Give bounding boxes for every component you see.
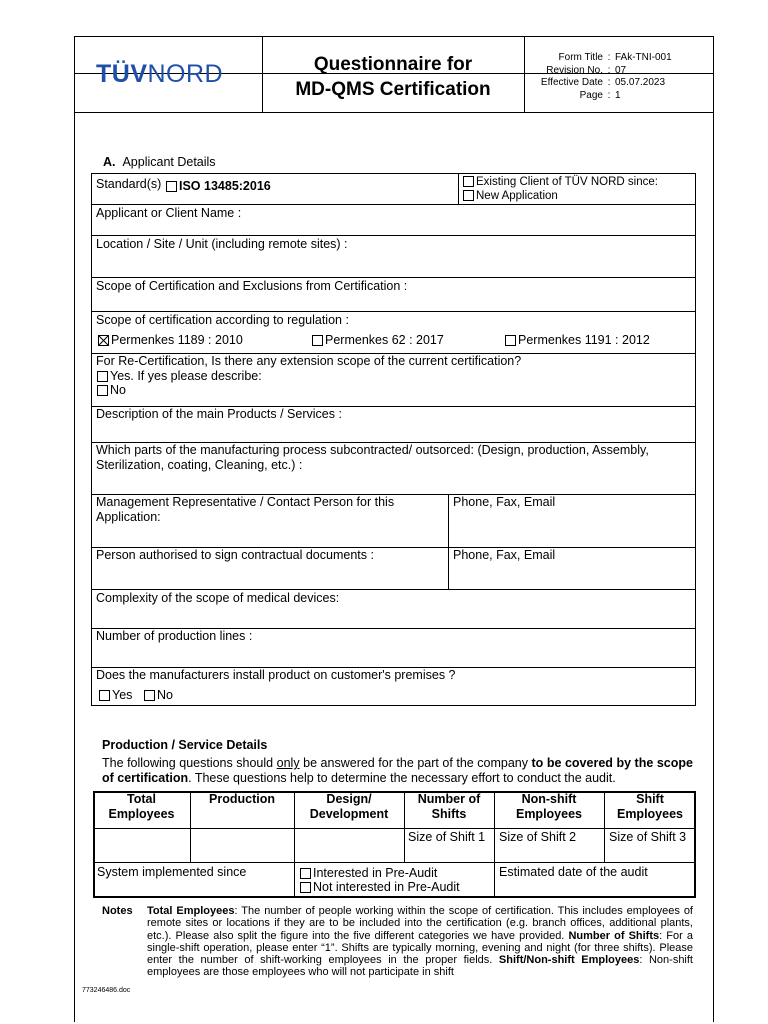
install-yes-checkbox[interactable] (99, 690, 110, 701)
row-divider (93, 828, 696, 829)
products-field[interactable]: Description of the main Products / Services : (96, 407, 342, 421)
system-implemented-field[interactable]: System implemented since (97, 865, 247, 879)
new-application-checkbox[interactable] (463, 190, 474, 201)
recertification-question: For Re-Certification, Is there any extension scope of the current certification? (96, 354, 522, 368)
document-title: Questionnaire for MD-QMS Certification (295, 54, 491, 100)
shift-size-2[interactable]: Size of Shift 2 (499, 830, 577, 844)
preaudit-interested-option[interactable]: Interested in Pre-Audit (300, 866, 437, 881)
production-intro: The following questions should only be answered for the part of the company to be covered by the scope of certification. These questions help to determine the necessary effort to conduct the audit. (102, 756, 693, 785)
row-divider (91, 204, 696, 205)
regulation-label: Scope of certification according to regulation : (96, 313, 349, 327)
production-lines-field[interactable]: Number of production lines : (96, 629, 253, 643)
regulation-option-62[interactable]: Permenkes 62 : 2017 (312, 333, 444, 348)
col-header-production: Production (209, 792, 275, 806)
new-application-option[interactable]: New Application (463, 189, 658, 203)
recert-yes-checkbox[interactable] (97, 371, 108, 382)
col-header-non-shift-employees: Non-shift Employees (515, 792, 582, 821)
complexity-field[interactable]: Complexity of the scope of medical devices: (96, 591, 340, 605)
iso-13485-option[interactable]: ISO 13485:2016 (166, 179, 271, 194)
col-header-shift-employees: Shift Employees (616, 792, 683, 821)
production-heading: Production / Service Details (102, 738, 268, 752)
client-status-options (463, 175, 658, 203)
applicant-name-field[interactable]: Applicant or Client Name : (96, 206, 242, 220)
recert-yes-option[interactable]: Yes. If yes please describe: (97, 369, 262, 384)
preaudit-not-interested-checkbox[interactable] (300, 882, 311, 893)
col-header-design-development: Design/ Development (309, 792, 389, 821)
applicant-details-table (91, 173, 696, 706)
shift-size-1[interactable]: Size of Shift 1 (408, 830, 486, 844)
scope-field[interactable]: Scope of Certification and Exclusions from Certification : (96, 279, 408, 293)
preaudit-not-interested-option[interactable]: Not interested in Pre-Audit (300, 880, 460, 895)
install-yes-option[interactable]: Yes (99, 688, 132, 703)
row-divider (93, 862, 696, 863)
header-divider-bottom (74, 112, 714, 113)
regulation-62-checkbox[interactable] (312, 335, 323, 346)
install-no-option[interactable]: No (144, 688, 173, 703)
col-header-number-of-shifts: Number of Shifts (417, 792, 481, 821)
regulation-1189-checkbox[interactable] (98, 335, 109, 346)
col-divider (458, 173, 459, 204)
header-border-left (74, 36, 75, 113)
preaudit-interested-checkbox[interactable] (300, 868, 311, 879)
section-a-heading: A. Applicant Details (103, 155, 216, 169)
iso-13485-checkbox[interactable] (166, 181, 177, 192)
recert-no-checkbox[interactable] (97, 385, 108, 396)
authorised-person-field[interactable]: Person authorised to sign contractual documents : (96, 548, 374, 562)
existing-client-checkbox[interactable] (463, 176, 474, 187)
row-divider (91, 277, 696, 278)
location-field[interactable]: Location / Site / Unit (including remote sites) : (96, 237, 348, 251)
tuv-nord-logo: TÜVNORD (96, 60, 224, 88)
mgmt-rep-contact-field[interactable]: Phone, Fax, Email (453, 495, 556, 509)
notes-section: Notes Total Employees: The number of people working within the scope of certification. This includes employees of remote sites or locations if they are to be included into the certification (e.g. branch offices, additional plants, etc.). Please also split the figure into the five different categories we have provided. Number of Shifts: For a single-shift operation, please enter “1”. Shifts are typically morning, evening and night (for three shifts). Please enter the number of shift-working employees in the proper fields. Shift/Non-shift Employees: Non-shift employees are those employees who will not participate in shift (102, 905, 693, 979)
existing-client-option[interactable]: Existing Client of TÜV NORD since: (463, 175, 658, 189)
standards-label: Standard(s) (96, 177, 162, 191)
recert-no-option[interactable]: No (97, 383, 126, 398)
install-question: Does the manufacturers install product on customer's premises ? (96, 668, 456, 682)
regulation-option-1191[interactable]: Permenkes 1191 : 2012 (505, 333, 650, 348)
shift-size-3[interactable]: Size of Shift 3 (609, 830, 687, 844)
subcontracted-field[interactable]: Which parts of the manufacturing process subcontracted/ outsorced: (Design, production, Assembly, Sterilization, coating, Cleaning, etc.) : (96, 443, 649, 472)
row-divider (91, 589, 696, 590)
management-representative-field[interactable]: Management Representative / Contact Person for this Application: (96, 495, 395, 524)
col-header-total-employees: Total Employees (108, 792, 175, 821)
col-divider (448, 494, 449, 589)
regulation-option-1189[interactable]: Permenkes 1189 : 2010 (98, 333, 243, 348)
row-divider (91, 235, 696, 236)
form-meta: Form Title : FAk-TNI-001 Revision No. : 07 Effective Date : 05.07.2023 Page : 1 (540, 52, 672, 101)
authorised-contact-field[interactable]: Phone, Fax, Email (453, 548, 556, 562)
row-divider (91, 311, 696, 312)
regulation-1191-checkbox[interactable] (505, 335, 516, 346)
estimated-audit-date-field[interactable]: Estimated date of the audit (499, 865, 648, 879)
document-id: 773246486.doc (82, 987, 131, 994)
install-no-checkbox[interactable] (144, 690, 155, 701)
